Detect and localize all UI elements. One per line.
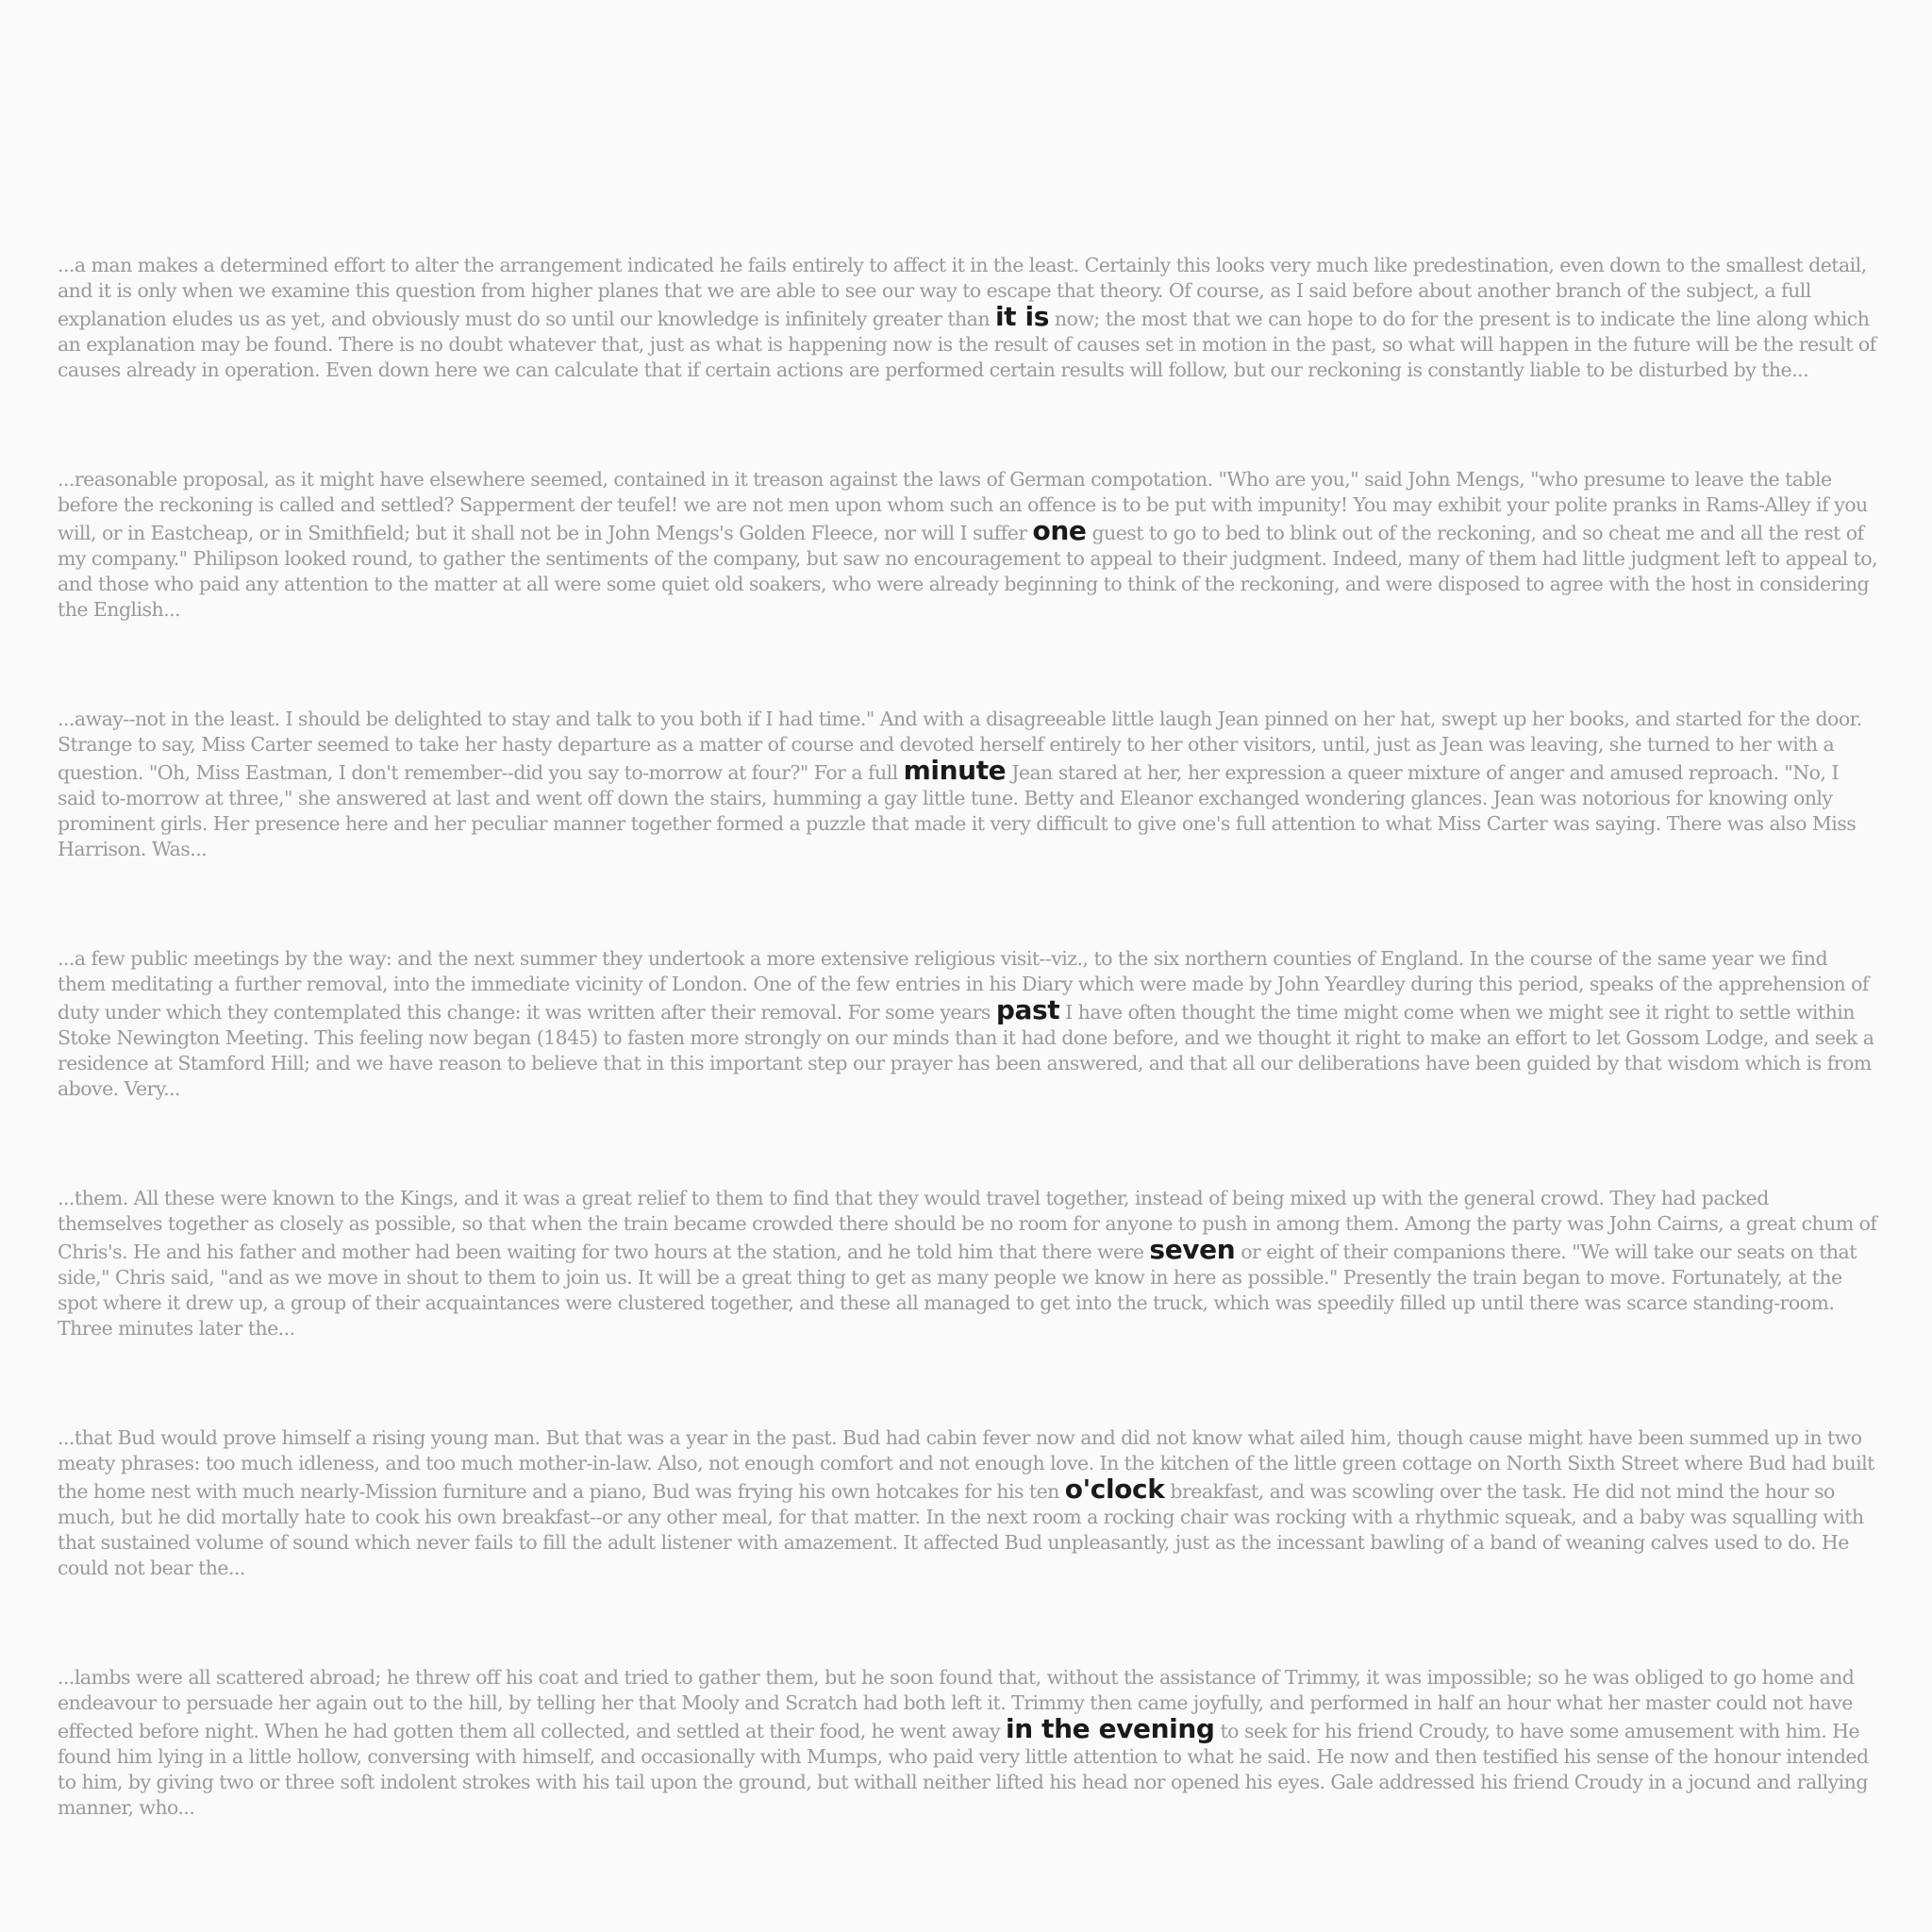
time-highlight: minute (903, 755, 1007, 786)
time-highlight: in the evening (1006, 1713, 1215, 1744)
passage-text-before: ...a man makes a determined effort to alter the arrangement indicated he fails entirely to affect it in the least. Certainly this looks very much like predestination, even down to the smallest detail, and it is only when we examine this question from higher planes that we are able to see our way to escape that theory. Of course, as I said before about another branch of the subject, a full explanation eludes us as yet, and obviously must do so until our knowledge is infinitely greater than (58, 254, 1867, 330)
passage-text-after: to seek for his friend Croudy, to have some amusement with him. He found him lying in a little hollow, conversing with himself, and occasionally with Mumps, who paid very little attention to what he said. He now and then testified his sense of the honour intended to him, by giving two or three soft indolent strokes with his tail upon the ground, but withall neither lifted his head nor opened his eyes. Gale addressed his friend Croudy in a jocund and rallying manner, who... (58, 1720, 1869, 1819)
passage-5 (58, 1186, 1878, 1341)
passage-text-before: ...that Bud would prove himself a rising young man. But that was a year in the past. Bud had cabin fever now and did not know what ailed him, though cause might have been summed up in two meaty phrases: too much idleness, and too much mother-in-law. Also, not enough comfort and not enough love. In the kitchen of the little green cottage on North Sixth Street where Bud had built the home nest with much nearly-Mission furniture and a piano, Bud was frying his own hotcakes for his ten (58, 1426, 1874, 1503)
passage-text-after: breakfast, and was scowling over the task. He did not mind the hour so much, but he did mortally hate to cook his own breakfast--or any other meal, for that matter. In the next room a rocking chair was rocking with a rhythmic squeak, and a baby was squalling with that sustained volume of sound which never fails to fill the adult listener with amazement. It affected Bud unpleasantly, just as the incessant bawling of a band of weaning calves used to do. He could not bear the... (58, 1480, 1864, 1579)
passage-text-after: now; the most that we can hope to do for the present is to indicate the line along which an explanation may be found. There is no doubt whatever that, just as what is happening now is the result of causes set in motion in the past, so what will happen in the future will be the result of causes already in operation. Even down here we can calculate that if certain actions are performed certain results will follow, but our reckoning is constantly liable to be disturbed by the... (58, 308, 1876, 381)
passage-text-before: ...a few public meetings by the way: and the next summer they undertook a more extensive religious visit--viz., to the six northern counties of England. In the course of the same year we find them meditating a further removal, into the immediate vicinity of London. One of the few entries in his Diary which were made by John Yeardley during this period, speaks of the apprehension of duty under which they contemplated this change: it was written after their removal. For some years (58, 947, 1869, 1024)
time-highlight: it is (994, 301, 1049, 332)
passage-text-after: guest to go to bed to blink out of the reckoning, and so cheat me and all the rest of my company." Philipson looked round, to gather the sentiments of the company, but saw no encouragement to appeal to their judgment. Indeed, many of them had little judgment left to appeal to, and those who paid any attention to the matter at all were some quiet old soakers, who were already beginning to think of the reckoning, and were disposed to agree with the host in considering the English... (58, 522, 1878, 621)
passage-3 (58, 707, 1878, 862)
time-highlight: one (1032, 515, 1087, 546)
time-highlight: past (995, 994, 1060, 1025)
passage-text-before: ...away--not in the least. I should be delighted to stay and talk to you both if I had time." And with a disagreeable little laugh Jean pinned on her hat, swept up her books, and started for the door. Strange to say, Miss Carter seemed to take her hasty departure as a matter of course and devoted herself entirely to her other visitors, until, just as Jean was leaving, she turned to her with a question. "Oh, Miss Eastman, I don't remember--did you say to-morrow at four?" For a full (58, 708, 1862, 784)
passage-text-before: ...reasonable proposal, as it might have elsewhere seemed, contained in it treason against the laws of German compotation. "Who are you," said John Mengs, "who presume to leave the table before the reckoning is called and settled? Sapperment der teufel! we are not men upon whom such an offence is to be put with impunity! You may exhibit your polite pranks in Rams-Alley if you will, or in Eastcheap, or in Smithfield; but it shall not be in John Mengs's Golden Fleece, nor will I suffer (58, 468, 1868, 544)
passage-2 (58, 467, 1878, 623)
passage-7 (58, 1665, 1878, 1821)
passage-4 (58, 946, 1878, 1102)
literary-clock-passages (58, 253, 1878, 1905)
passage-text-after: I have often thought the time might come when we might see it right to settle within Stoke Newington Meeting. This feeling now began (1845) to fasten more strongly on our minds than it had done before, and we thought it right to make an effort to let Gossom Lodge, and seek a residence at Stamford Hill; and we have reason to believe that in this important step our prayer has been answered, and that all our deliberations have been guided by that wisdom which is from above. Very... (58, 1001, 1874, 1100)
passage-text-after: Jean stared at her, her expression a queer mixture of anger and amused reproach. "No, I said to-morrow at three," she answered at last and went off down the stairs, humming a gay little tune. Betty and Eleanor exchanged wondering glances. Jean was notorious for knowing only prominent girls. Her presence here and her peculiar manner together formed a puzzle that made it very difficult to give one's full attention to what Miss Carter was saying. There was also Miss Harrison. Was... (58, 761, 1857, 860)
time-highlight: seven (1149, 1234, 1236, 1265)
passage-text-after: or eight of their companions there. "We will take our seats on that side," Chris said, "and as we move in shout to them to join us. It will be a great thing to get as many people we know in here as possible." Presently the train began to move. Fortunately, at the spot where it drew up, a group of their acquaintances were clustered together, and these all managed to get into the truck, which was speedily filled up until there was scarce standing-room. Three minutes later the... (58, 1241, 1857, 1340)
passage-6 (58, 1425, 1878, 1581)
passage-1 (58, 253, 1878, 383)
passage-text-before: ...lambs were all scattered abroad; he threw off his coat and tried to gather them, but he soon found that, without the assistance of Trimmy, it was impossible; so he was obliged to go home and endeavour to persuade her again out to the hill, by telling her that Mooly and Scratch had both left it. Trimmy then came joyfully, and performed in half an hour what her master could not have effected before night. When he had gotten them all collected, and settled at their food, he went away (58, 1666, 1855, 1742)
passage-text-before: ...them. All these were known to the Kings, and it was a great relief to them to find that they would travel together, instead of being mixed up with the general crowd. They had packed themselves together as closely as possible, so that when the train became crowded there should be no room for anyone to push in among them. Among the party was John Cairns, a great chum of Chris's. He and his father and mother had been waiting for two hours at the station, and he told him that there were (58, 1187, 1877, 1263)
time-highlight: o'clock (1064, 1474, 1165, 1505)
